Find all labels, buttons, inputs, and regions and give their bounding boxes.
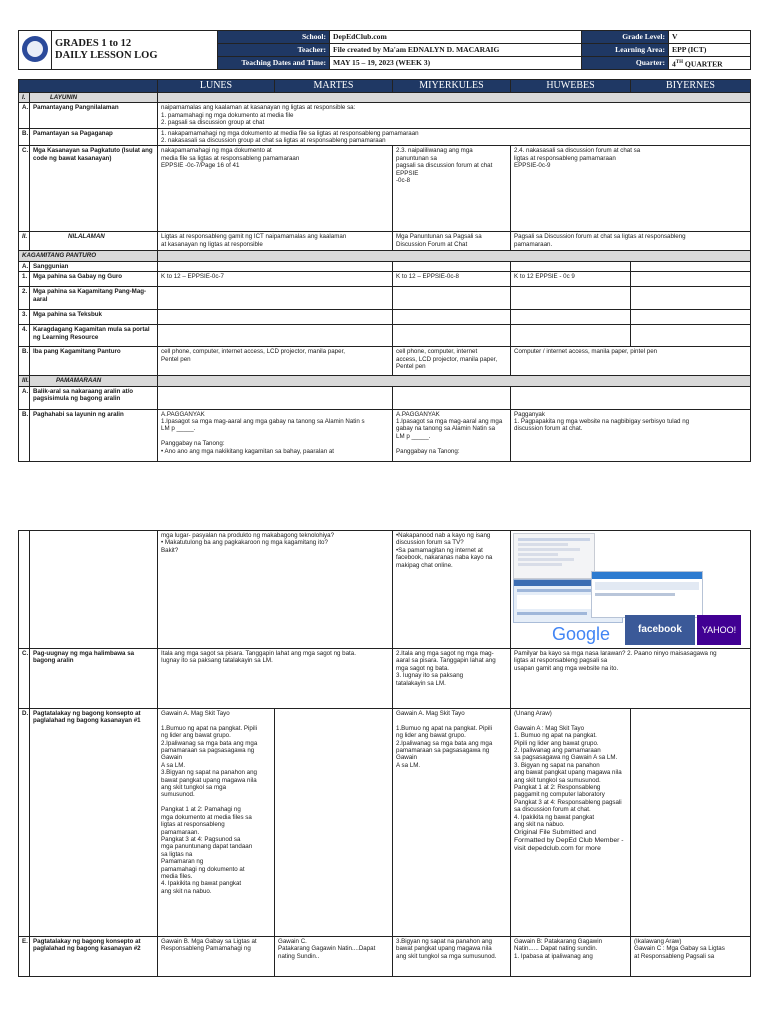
karagdagang-c1: [158, 325, 393, 347]
gabay-num: 1.: [19, 272, 30, 287]
talakay2-biyernes: (Ikalawang Araw) Gawain C : Mga Gabay sa Ligtas at Responsableng Pagsali sa: [631, 937, 751, 977]
talakay1-huwebes-text: (Unang Araw) Gawain A : Mag Skit Tayo 1. Bumuo ng apat na pangkat. Pipili ng lider ang bawat grupo. 2. Ipaliwanag ang pamamaraan sa pagsasagawa ng Gawain A sa LM. 3. Bigyan ng sapat na panahon ang bawat pangkat upang magawa nila ang skit tungkol sa sumusunod. Pangkat 1 at 2: Responsableng paggamit ng computer laboratory Pangkat 3 at 4: Responsableng pagsali sa discussion forum at chat. 4. Ipakikita ng bawat pangkat ang skit na nabuo.: [514, 710, 622, 829]
paghahabi-label: Paghahabi sa layunin ng aralin: [30, 409, 158, 461]
quarter-rest: QUARTER: [683, 59, 723, 69]
teacher-value: File created by Ma'am EDNALYN D. MACARAIG: [330, 44, 582, 57]
paghahabi-miyerkules: A.PAGGANYAK 1.Ipasagot sa mga mag-aaral ang mga gabay na tanong sa Alamin Natin sa LM p _____. Panggabay na Tanong:: [393, 409, 511, 461]
website-screenshot: [511, 531, 749, 647]
iba-huwebes: Computer / internet access, manila paper, pintel pen: [511, 347, 751, 376]
pamamaraan-num: III.: [19, 376, 30, 386]
lesson-table-2: [18, 530, 751, 977]
grade-value: V: [669, 31, 751, 44]
google-logo: [537, 623, 625, 645]
row-b-label: Pamantayan sa Pagaganap: [30, 128, 158, 146]
title-line2: DAILY LESSON LOG: [55, 50, 158, 61]
iba-miyerkules: cell phone, computer, internet access, LCD projector, manila paper, Pentel pen: [393, 347, 511, 376]
talakay1-huwebes: [511, 709, 631, 937]
day-header-row: [19, 80, 751, 93]
sanggunian-c4: [631, 261, 751, 271]
gabay-lunes: K to 12 – EPPSIE-0c-7: [158, 272, 393, 287]
deped-seal-icon: [22, 36, 48, 62]
pamamaraan-fill: [158, 376, 751, 386]
gabay-huwebes: K to 12 EPPSIE - 0c 9: [511, 272, 631, 287]
paghahabi-huwebes: Pagganyak 1. Pagpapakita ng mga website na nagbibigay serbisyo tulad ng discussion forum at chat.: [511, 409, 751, 461]
yahoo-logo-text: YAHOO!: [701, 625, 737, 635]
kma-c2: [393, 287, 511, 310]
row-c-miyerkules: 2.3. naipaliliwanag ang mga panuntunan sa pagsali sa discussion forum at chat EPPSIE -0c-8: [393, 146, 511, 232]
kma-num: 2.: [19, 287, 30, 310]
row-pamantayan-pagaganap: [19, 128, 751, 146]
nilalaman-label: NILALAMAN: [30, 232, 158, 251]
talakay1-miyerkules: Gawain A. Mag Skit Tayo 1.Bumuo ng apat na pangkat. Pipili ng lider ang bawat grupo. 2.Ipaliwanag sa mga bata ang mga pamamaraan sa pagsasagawa ng Gawain A sa LM.: [393, 709, 511, 937]
kagamitan-label: KAGAMITANG PANTURO: [19, 251, 158, 261]
cont-huwebes: [511, 531, 751, 649]
row-pamantayang-pangnilalaman: [19, 103, 751, 128]
uugnay-lunes: Itala ang mga sagot sa pisara. Tanggapin lahat ang mga sagot ng bata. Iugnay ito sa paksang tatalakayin sa LM.: [158, 649, 393, 709]
karagdagang-num: 4.: [19, 325, 30, 347]
row-a-text: naipamamalas ang kaalaman at kasanayan ng ligtas at responsible sa: 1. pamamahagi ng mga dokumento at media file 2. pagsali sa discussion group at chat: [158, 103, 751, 128]
row-c-label: Mga Kasanayan sa Pagkatuto (Isulat ang code ng bawat kasanayan): [30, 146, 158, 232]
day-huwebes: HUWEBES: [511, 80, 631, 93]
row-iba-pang-kagamitan: [19, 347, 751, 376]
nilalaman-miyerkules: Mga Panuntunan sa Pagsali sa Discussion Forum at Chat: [393, 232, 511, 251]
quarter-sup: TH: [675, 59, 684, 65]
nilalaman-num: II.: [19, 232, 30, 251]
row-pamamaraan: [19, 376, 751, 386]
balik-aral-label: Balik-aral sa nakaraang aralin at/o pagsisimula ng bagong aralin: [30, 386, 158, 409]
nilalaman-huwebes: Pagsali sa Discussion forum at chat sa ligtas at responsableng pamamaraan.: [511, 232, 751, 251]
talakay1-num: D.: [19, 709, 30, 937]
row-c-num: C.: [19, 146, 30, 232]
sanggunian-c3: [511, 261, 631, 271]
row-paghahabi-cont: [19, 531, 751, 649]
dates-label: Teaching Dates and Time:: [218, 57, 330, 70]
day-martes: MARTES: [275, 80, 393, 93]
uugnay-num: C.: [19, 649, 30, 709]
layunin-label: LAYUNIN: [30, 93, 158, 103]
nilalaman-lunes: Ligtas at responsableng gamit ng ICT naipamamalas ang kaalaman at kasanayan ng ligtas at responsible: [158, 232, 393, 251]
area-label: Learning Area:: [582, 44, 669, 57]
sanggunian-label: Sanggunian: [30, 261, 158, 271]
kma-label: Mga pahina sa Kagamitang Pang-Mag-aaral: [30, 287, 158, 310]
row-a-num: A.: [19, 103, 30, 128]
school-value: DepEdClub.com: [330, 31, 582, 44]
cont-label: [30, 531, 158, 649]
balik-aral-c1: [158, 386, 393, 409]
teksbuk-num: 3.: [19, 310, 30, 325]
row-pagtatalakay-1: [19, 709, 751, 937]
cont-lunes: mga lugar- pasyalan na produkto ng makabagong teknolohiya? • Makatutulong ba ang pagkakaroon ng mga kagamitang ito? Bakit?: [158, 531, 393, 649]
row-pag-uugnay: [19, 649, 751, 709]
karagdagang-c4: [631, 325, 751, 347]
header-table: [18, 30, 751, 70]
day-header-blank: [19, 80, 158, 93]
row-nilalaman: [19, 232, 751, 251]
talakay1-martes: [275, 709, 393, 937]
row-layunin: [19, 93, 751, 103]
row-c-huwebes: 2.4. nakasasali sa discussion forum at chat sa ligtas at responsableng pamamaraan EPPSIE-0c-9: [511, 146, 751, 232]
row-sanggunian: [19, 261, 751, 271]
karagdagang-c2: [393, 325, 511, 347]
day-miyerkules: MIYERKULES: [393, 80, 511, 93]
teksbuk-c1: [158, 310, 393, 325]
row-gabay-guro: [19, 272, 751, 287]
lesson-table-1: [18, 79, 751, 462]
lesson-log-page-2: [18, 530, 750, 977]
facebook-logo: [625, 615, 695, 645]
school-label: School:: [218, 31, 330, 44]
grade-label: Grade Level:: [582, 31, 669, 44]
gabay-label: Mga pahina sa Gabay ng Guro: [30, 272, 158, 287]
dates-value: MAY 15 – 19, 2023 (WEEK 3): [330, 57, 582, 70]
layunin-fill: [158, 93, 751, 103]
kagamitan-fill: [158, 251, 751, 261]
lesson-log-page-1: [18, 30, 750, 462]
talakay2-miyerkules: 3.Bigyan ng sapat na panahon ang bawat pangkat upang magawa nila ang skit tungkol sa mga sumusunod.: [393, 937, 511, 977]
chat-screenshot: [513, 533, 595, 579]
kma-c4: [631, 287, 751, 310]
cont-miyerkules: •Nakapanood nab a kayo ng isang discussion forum sa TV? •Sa pamamagitan ng internet at facebook, nakaranas naba kayo na makipag chat online.: [393, 531, 511, 649]
row-pagtatalakay-2: [19, 937, 751, 977]
logo-cell: [19, 31, 52, 70]
balik-aral-num: A.: [19, 386, 30, 409]
teksbuk-c2: [393, 310, 511, 325]
gabay-biyernes: [631, 272, 751, 287]
karagdagang-c3: [511, 325, 631, 347]
iba-label: Iba pang Kagamitang Panturo: [30, 347, 158, 376]
row-karagdagang: [19, 325, 751, 347]
teksbuk-c4: [631, 310, 751, 325]
row-c-lunes: nakapamamahagi ng mga dokumento at media file sa ligtas at responsableng pamamaraan EPPSIE -0c-7/Page 16 of 41: [158, 146, 393, 232]
gabay-miyerkules: K to 12 – EPPSIE-0c-8: [393, 272, 511, 287]
pamamaraan-label: PAMAMARAAN: [30, 376, 158, 386]
row-kagamitang-mag-aaral: [19, 287, 751, 310]
quarter-num: 4: [672, 59, 676, 69]
row-paghahabi: [19, 409, 751, 461]
uugnay-huwebes: Pamilyar ba kayo sa mga nasa larawan? 2. Paano ninyo maisasagawa ng ligtas at responsableng pagsali sa usapan gamit ang mga website na ito.: [511, 649, 751, 709]
cont-num: [19, 531, 30, 649]
depedclub-note: Original File Submitted and Formatted by DepEd Club Member - visit depedclub.com for more: [514, 828, 624, 852]
balik-aral-c2: [393, 386, 511, 409]
uugnay-miyerkules: 2.Itala ang mga sagot ng mga mag- aaral sa pisara. Tanggapin lahat ang mga sagot ng bata. 3. Iugnay ito sa paksang tatalakayin sa LM.: [393, 649, 511, 709]
talakay2-martes: Gawain C. Patakarang Gagawin Natin....Dapat nating Sundin..: [275, 937, 393, 977]
sanggunian-c1: [158, 261, 393, 271]
teksbuk-label: Mga pahina sa Teksbuk: [30, 310, 158, 325]
day-lunes: LUNES: [158, 80, 275, 93]
talakay2-label: Pagtatalakay ng bagong konsepto at paglalahad ng bagong kasanayan #2: [30, 937, 158, 977]
paghahabi-num: B.: [19, 409, 30, 461]
balik-aral-c3: [511, 386, 751, 409]
title-cell: [52, 31, 218, 70]
teacher-label: Teacher:: [218, 44, 330, 57]
row-a-label: Pamantayang Pangnilalaman: [30, 103, 158, 128]
row-b-num: B.: [19, 128, 30, 146]
facebook-logo-text: facebook: [638, 624, 682, 635]
karagdagang-label: Karagdagang Kagamitan mula sa portal ng Learning Resource: [30, 325, 158, 347]
row-balik-aral: [19, 386, 751, 409]
day-biyernes: BIYERNES: [631, 80, 751, 93]
row-teksbuk: [19, 310, 751, 325]
paghahabi-lunes: A.PAGGANYAK 1.Ipasagot sa mga mag-aaral ang mga gabay na tanong sa Alamin Natin s LM p _____. Panggabay na Tanong: • Ano ano ang mga nakikitang kagamitan sa bahay, paaralan at: [158, 409, 393, 461]
quarter-label: Quarter:: [582, 57, 669, 70]
yahoo-logo: [697, 615, 741, 645]
teksbuk-c3: [511, 310, 631, 325]
talakay2-num: E.: [19, 937, 30, 977]
sanggunian-c2: [393, 261, 511, 271]
layunin-num: I.: [19, 93, 30, 103]
area-value: EPP (ICT): [669, 44, 751, 57]
row-kasanayan: [19, 146, 751, 232]
quarter-value: [669, 57, 751, 70]
google-logo-text: Google: [551, 624, 611, 644]
row-b-text: 1. nakapamamahagi ng mga dokumento at media file sa ligtas at responsableng pamamaraan 2. nakasasali sa discussion group at chat sa ligtas at responsableng pamamaraan: [158, 128, 751, 146]
row-kagamitang-panturo: [19, 251, 751, 261]
uugnay-label: Pag-uugnay ng mga halimbawa sa bagong aralin: [30, 649, 158, 709]
talakay2-lunes: Gawain B. Mga Gabay sa Ligtas at Responsableng Pamamahagi ng: [158, 937, 275, 977]
sanggunian-num: A.: [19, 261, 30, 271]
kma-c3: [511, 287, 631, 310]
talakay1-biyernes: [631, 709, 751, 937]
talakay1-lunes: Gawain A. Mag Skit Tayo 1.Bumuo ng apat na pangkat. Pipili ng lider ang bawat grupo. 2.Ipaliwanag sa mga bata ang mga pamamaraan sa pagsasagawa ng Gawain A sa LM. 3.Bigyan ng sapat na panahon ang bawat pangkat upang magawa nila ang skit tungkol sa mga sumusunod. Pangkat 1 at 2: Pamahagi ng mga dokumento at media files sa ligtas at responsableng pamamaraan. Pangkat 3 at 4: Pagsunod sa mga panuntunang dapat tandaan sa ligtas na Pamamaran ng pamamahagi ng dokumento at media files. 4. Ipakikita ng bawat pangkat ang skit na nabuo.: [158, 709, 275, 937]
title-line1: GRADES 1 to 12: [55, 38, 132, 49]
talakay1-label: Pagtatalakay ng bagong konsepto at paglalahad ng bagong kasanayan #1: [30, 709, 158, 937]
iba-lunes: cell phone, computer, internet access, LCD projector, manila paper, Pentel pen: [158, 347, 393, 376]
talakay2-huwebes: Gawain B: Patakarang Gagawin Natin...... Dapat nating sundin. 1. Ipabasa at ipaliwanag ang: [511, 937, 631, 977]
web-screenshot: [591, 571, 703, 618]
kma-c1: [158, 287, 393, 310]
iba-num: B.: [19, 347, 30, 376]
